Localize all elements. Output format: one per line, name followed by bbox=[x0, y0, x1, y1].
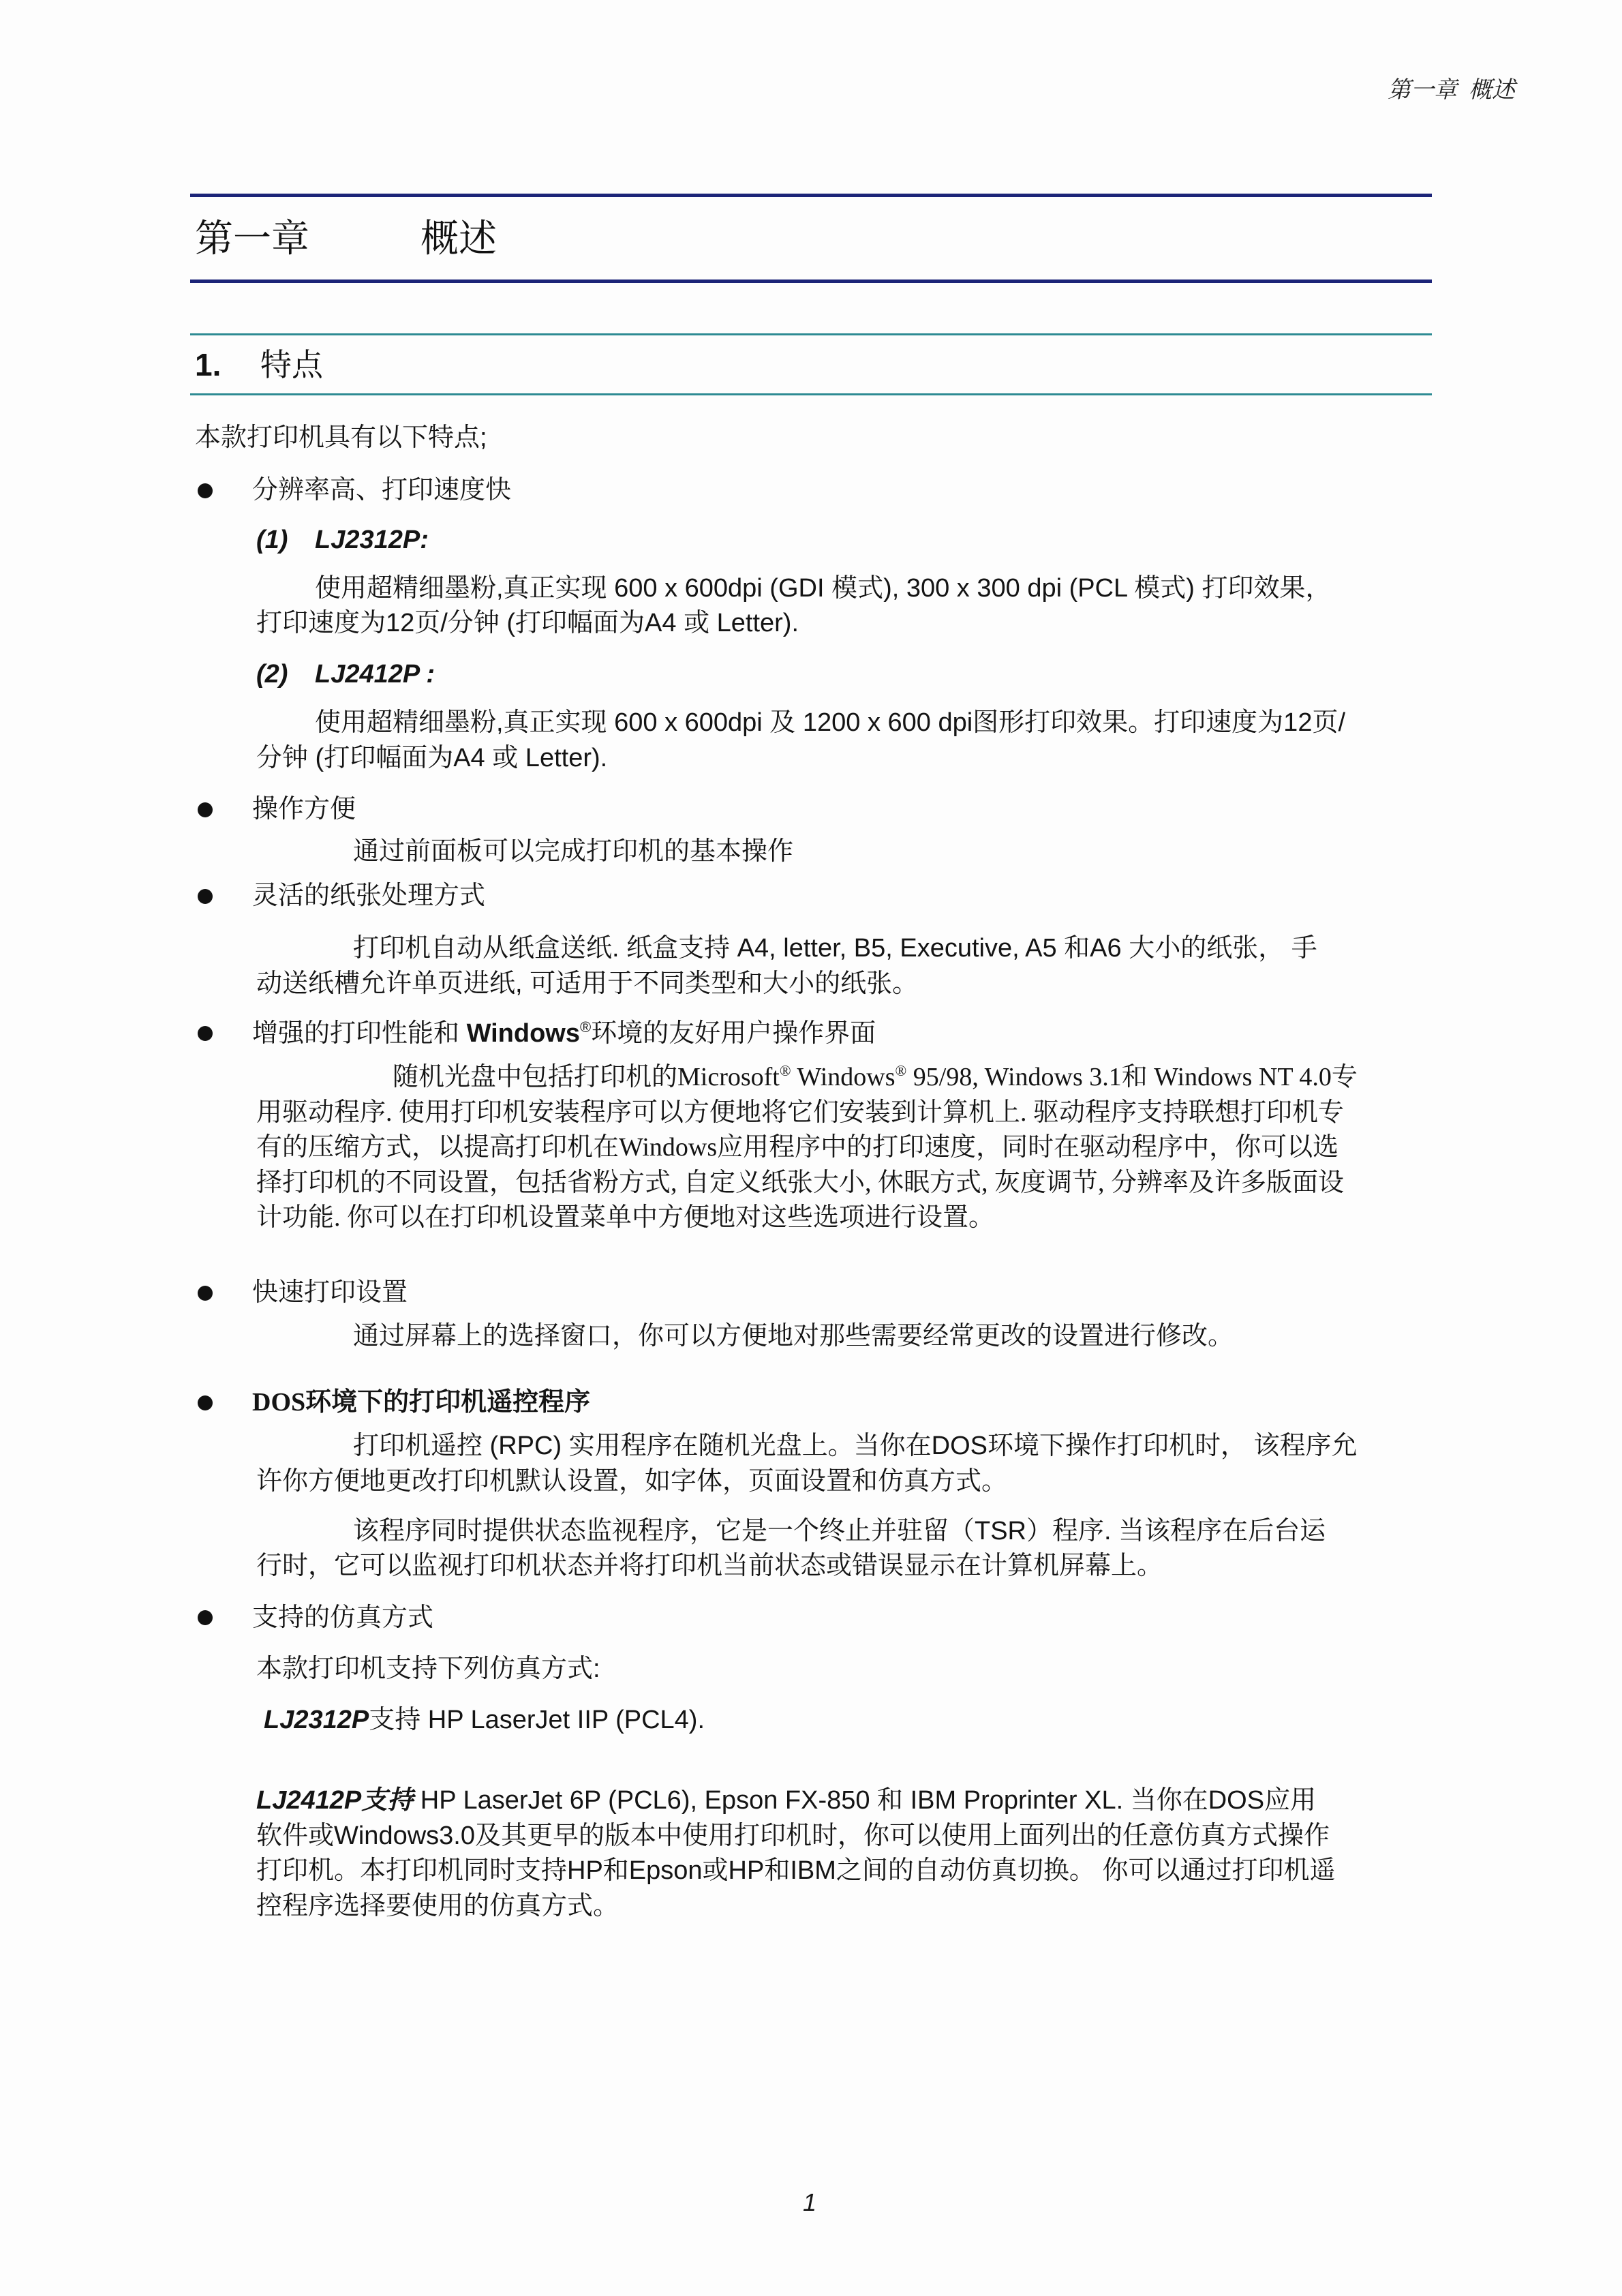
paragraph-line: 通过屏幕上的选择窗口，你可以方便地对那些需要经常更改的设置进行修改。 bbox=[353, 1322, 1234, 1351]
feature-list bbox=[0, 421, 1622, 1924]
feature-item-operation bbox=[252, 792, 1622, 828]
paragraph-line: 动送纸槽允许单页进纸, 可适用于不同类型和大小的纸张。 bbox=[256, 969, 919, 998]
section-rule-bottom bbox=[190, 393, 1432, 395]
chapter-rule-top bbox=[190, 194, 1432, 197]
paragraph-line: 打印机遥控 (RPC) 实用程序在随机光盘上。当你在DOS环境下操作打印机时， 该程序允 bbox=[353, 1432, 1358, 1461]
feature-item-dos-remote bbox=[252, 1385, 1622, 1421]
feature-item-resolution bbox=[252, 473, 1622, 509]
feature-label: 增强的打印性能和 bbox=[252, 1018, 467, 1048]
text-run: 随机光盘中包括打印机的Microsoft bbox=[393, 1063, 780, 1092]
model-name: LJ2312P bbox=[264, 1706, 369, 1735]
paragraph-line: 打印机自动从纸盒送纸. 纸盒支持 A4, letter, B5, Executive, A5 和A6 大小的纸张， 手 bbox=[353, 934, 1317, 963]
paragraph-line bbox=[256, 1060, 1622, 1096]
feature-label: 环境的友好用户操作界面 bbox=[591, 1018, 876, 1048]
emulation-text: HP LaserJet 6P (PCL6), Epson FX-850 和 IBM Proprinter XL. 当你在DOS应用 bbox=[413, 1786, 1317, 1815]
page-number: 1 bbox=[802, 2188, 817, 2216]
model-name: LJ2412P : bbox=[315, 660, 435, 689]
chapter-title: 概述 bbox=[420, 217, 497, 260]
bullet-icon bbox=[198, 1026, 213, 1041]
paragraph-line: 用驱动程序. 使用打印机安装程序可以方便地将它们安装到计算机上. 驱动程序支持联想打印机专 bbox=[256, 1098, 1345, 1127]
model-name: LJ2412P支持 bbox=[256, 1786, 414, 1815]
paragraph-line: 使用超精细墨粉,真正实现 600 x 600dpi 及 1200 x 600 dpi图形打印效果。打印速度为12页/ bbox=[315, 708, 1346, 738]
chapter-rule-bottom bbox=[190, 280, 1432, 283]
feature-item-emulation bbox=[252, 1601, 1622, 1636]
registered-mark: ® bbox=[779, 1062, 791, 1080]
feature-label: Windows bbox=[466, 1018, 580, 1048]
model-description bbox=[256, 706, 1622, 776]
section-title: 特点 bbox=[260, 347, 323, 382]
emulation-item bbox=[264, 1703, 1622, 1738]
feature-description bbox=[256, 931, 1622, 1001]
section-number: 1. bbox=[195, 347, 221, 382]
model-number: (1) bbox=[256, 525, 288, 554]
feature-label: 快速打印设置 bbox=[252, 1278, 408, 1307]
feature-description bbox=[256, 1514, 1622, 1584]
paragraph-line: 许你方便地更改打印机默认设置，如字体，页面设置和仿真方式。 bbox=[256, 1466, 1008, 1496]
paragraph-line: 打印速度为12页/分钟 (打印幅面为A4 或 Letter). bbox=[256, 609, 799, 638]
model-heading bbox=[256, 523, 1622, 558]
registered-mark: ® bbox=[895, 1062, 907, 1080]
bullet-icon bbox=[198, 483, 213, 498]
text-run: 95/98, Windows 3.1和 Windows NT 4.0专 bbox=[906, 1063, 1358, 1092]
emulation-intro: 本款打印机支持下列仿真方式: bbox=[256, 1654, 600, 1683]
model-description bbox=[256, 571, 1622, 641]
paragraph-line: 分钟 (打印幅面为A4 或 Letter). bbox=[256, 743, 608, 772]
feature-label: 分辨率高、打印速度快 bbox=[252, 475, 512, 504]
emulation-text: 支持 HP LaserJet IIP (PCL4). bbox=[369, 1706, 705, 1735]
paragraph-line bbox=[256, 1783, 1622, 1819]
paragraph-line: 该程序同时提供状态监视程序，它是一个终止并驻留（TSR）程序. 当该程序在后台运 bbox=[353, 1516, 1326, 1545]
feature-item-quick-settings bbox=[252, 1275, 1622, 1311]
feature-label: 支持的仿真方式 bbox=[252, 1603, 434, 1632]
paragraph-line: 使用超精细墨粉,真正实现 600 x 600dpi (GDI 模式), 300 x 300 dpi (PCL 模式) 打印效果， bbox=[315, 573, 1332, 603]
paragraph-line: 有的压缩方式，以提高打印机在Windows应用程序中的打印速度，同时在驱动程序中，你可以选 bbox=[256, 1133, 1339, 1162]
text-run: Windows bbox=[791, 1063, 896, 1092]
paragraph-line: 打印机。本打印机同时支持HP和Epson或HP和IBM之间的自动仿真切换。 你可以通过打印机遥 bbox=[256, 1856, 1336, 1886]
paragraph-line: 通过前面板可以完成打印机的基本操作 bbox=[353, 837, 794, 866]
bullet-icon bbox=[198, 1610, 213, 1625]
model-heading bbox=[256, 657, 1622, 693]
paragraph-line: 行时，它可以监视打印机状态并将打印机当前状态或错误显示在计算机屏幕上。 bbox=[256, 1552, 1163, 1581]
bullet-icon bbox=[198, 802, 213, 817]
paragraph-line: 控程序选择要使用的仿真方式。 bbox=[256, 1891, 619, 1920]
feature-label: DOS环境下的打印机遥控程序 bbox=[252, 1388, 591, 1417]
model-number: (2) bbox=[256, 660, 288, 689]
feature-item-paper-handling bbox=[252, 879, 1622, 914]
emulation-item bbox=[256, 1783, 1622, 1924]
paragraph-line: 软件或Windows3.0及其更早的版本中使用打印机时，你可以使用上面列出的任意仿真方式操作 bbox=[256, 1821, 1330, 1850]
bullet-icon bbox=[198, 889, 213, 904]
model-name: LJ2312P: bbox=[315, 525, 429, 554]
paragraph-line: 择打印机的不同设置，包括省粉方式, 自定义纸张大小, 休眠方式, 灰度调节, 分辨率及许多版面设 bbox=[256, 1168, 1345, 1197]
chapter-number: 第一章 bbox=[195, 217, 309, 260]
bullet-icon bbox=[198, 1286, 213, 1301]
feature-item-windows bbox=[252, 1016, 1622, 1052]
feature-description bbox=[256, 1060, 1622, 1236]
section-rule-top bbox=[190, 333, 1432, 335]
intro-text: 本款打印机具有以下特点; bbox=[195, 423, 487, 452]
feature-description bbox=[256, 1429, 1622, 1499]
feature-label: 操作方便 bbox=[252, 795, 356, 824]
registered-mark: ® bbox=[579, 1018, 592, 1036]
paragraph-line: 计功能. 你可以在打印机设置菜单中方便地对这些选项进行设置。 bbox=[256, 1203, 995, 1233]
bullet-icon bbox=[198, 1395, 213, 1410]
running-header: 第一章 概述 bbox=[1388, 78, 1515, 103]
feature-label: 灵活的纸张处理方式 bbox=[252, 881, 486, 910]
